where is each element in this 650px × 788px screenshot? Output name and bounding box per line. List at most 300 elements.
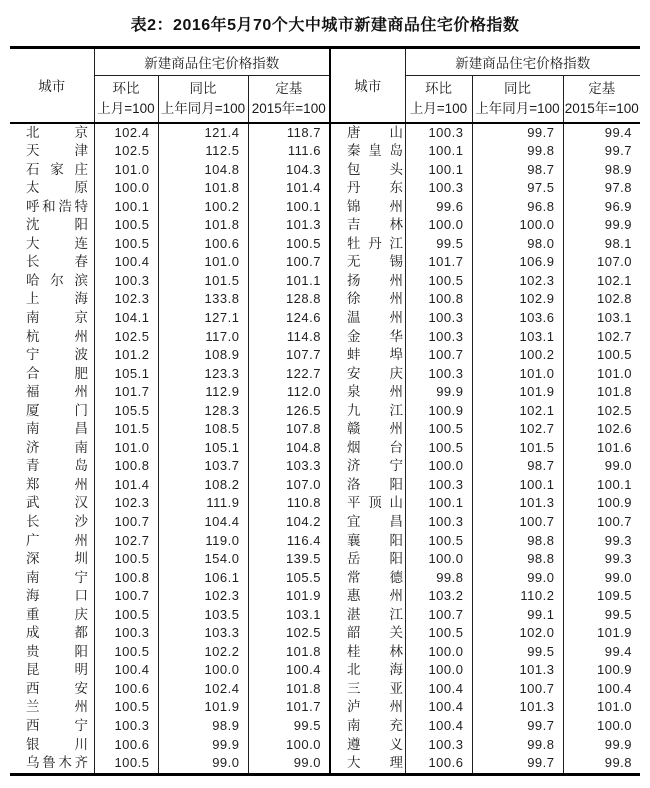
table-row — [10, 736, 640, 755]
fixed-base-value: 96.9 — [563, 198, 640, 217]
fixed-base-value: 97.8 — [563, 179, 640, 198]
mom-value: 100.5 — [405, 439, 472, 458]
header-city-right: 城市 — [330, 48, 405, 123]
city-name: 济南 — [26, 439, 88, 455]
city-name: 哈尔滨 — [26, 272, 88, 288]
fixed-base-value: 139.5 — [248, 550, 330, 569]
fixed-base-value: 100.0 — [563, 717, 640, 736]
fixed-base-value: 124.6 — [248, 309, 330, 328]
city-name: 乌鲁木齐 — [26, 755, 88, 771]
city-cell — [10, 290, 94, 309]
city-name: 石家庄 — [26, 161, 88, 177]
fixed-base-value: 103.1 — [563, 309, 640, 328]
fixed-base-value: 103.3 — [248, 457, 330, 476]
fixed-base-value: 114.8 — [248, 328, 330, 347]
table-row — [10, 680, 640, 699]
mom-value: 100.5 — [94, 606, 158, 625]
fixed-base-value: 101.8 — [248, 680, 330, 699]
yoy-value: 121.4 — [158, 123, 248, 143]
city-name: 烟台 — [347, 439, 403, 455]
yoy-value: 101.3 — [472, 494, 563, 513]
city-cell — [330, 643, 405, 662]
city-name: 平顶山 — [347, 495, 403, 511]
city-name: 北京 — [26, 124, 88, 140]
fixed-base-value: 102.5 — [248, 624, 330, 643]
yoy-value: 123.3 — [158, 365, 248, 384]
mom-value: 100.5 — [405, 272, 472, 291]
city-cell — [10, 476, 94, 495]
table-row — [10, 717, 640, 736]
table-row — [10, 328, 640, 347]
city-name: 深圳 — [26, 551, 88, 567]
mom-value: 100.5 — [94, 216, 158, 235]
city-name: 南京 — [26, 309, 88, 325]
header-row-group — [10, 48, 640, 76]
fixed-base-value: 101.0 — [563, 698, 640, 717]
city-name: 呼和浩特 — [26, 198, 88, 214]
mom-value: 100.0 — [405, 550, 472, 569]
city-cell — [330, 476, 405, 495]
table-row — [10, 402, 640, 421]
city-cell — [330, 253, 405, 272]
fixed-base-value: 99.8 — [563, 754, 640, 774]
mom-value: 100.4 — [94, 253, 158, 272]
fixed-base-value: 100.1 — [248, 198, 330, 217]
fixed-base-value: 99.9 — [563, 216, 640, 235]
header-yoy-label: 同比 — [504, 80, 531, 96]
city-name: 宜昌 — [347, 513, 403, 529]
table-header — [10, 48, 640, 123]
city-name: 九江 — [347, 402, 403, 418]
city-cell — [10, 569, 94, 588]
city-name: 大连 — [26, 235, 88, 251]
city-name: 西宁 — [26, 718, 88, 733]
fixed-base-value: 100.7 — [248, 253, 330, 272]
mom-value: 105.5 — [94, 402, 158, 421]
table-row — [10, 550, 640, 569]
yoy-value: 103.3 — [158, 624, 248, 643]
yoy-value: 100.2 — [158, 198, 248, 217]
fixed-base-value: 101.8 — [248, 643, 330, 662]
header-fixed-left — [248, 76, 330, 123]
city-name: 北海 — [347, 662, 403, 678]
city-cell — [330, 698, 405, 717]
city-cell — [330, 309, 405, 328]
city-name: 昆明 — [26, 662, 88, 678]
mom-value: 100.8 — [405, 290, 472, 309]
city-cell — [330, 661, 405, 680]
mom-value: 99.9 — [405, 383, 472, 402]
yoy-value: 98.8 — [472, 550, 563, 569]
mom-value: 100.3 — [405, 736, 472, 755]
table-row — [10, 235, 640, 254]
fixed-base-value: 100.0 — [248, 736, 330, 755]
mom-value: 100.3 — [94, 717, 158, 736]
table-row — [10, 439, 640, 458]
header-mom-label: 环比 — [425, 80, 452, 96]
city-cell — [330, 216, 405, 235]
table-row — [10, 365, 640, 384]
yoy-value: 128.3 — [158, 402, 248, 421]
city-cell — [10, 661, 94, 680]
yoy-value: 102.2 — [158, 643, 248, 662]
mom-value: 100.0 — [405, 457, 472, 476]
city-cell — [10, 439, 94, 458]
city-name: 济宁 — [347, 458, 403, 474]
city-name: 大理 — [347, 755, 403, 771]
fixed-base-value: 100.1 — [563, 476, 640, 495]
yoy-value: 154.0 — [158, 550, 248, 569]
header-mom-left — [94, 76, 158, 123]
city-name: 襄阳 — [347, 532, 403, 548]
yoy-value: 99.0 — [472, 569, 563, 588]
fixed-base-value: 99.0 — [248, 754, 330, 774]
city-cell — [10, 272, 94, 291]
city-cell — [330, 736, 405, 755]
table-row — [10, 216, 640, 235]
yoy-value: 119.0 — [158, 532, 248, 551]
mom-value: 102.3 — [94, 494, 158, 513]
yoy-value: 101.9 — [472, 383, 563, 402]
city-cell — [330, 550, 405, 569]
city-cell — [330, 439, 405, 458]
fixed-base-value: 126.5 — [248, 402, 330, 421]
mom-value: 100.3 — [405, 328, 472, 347]
mom-value: 100.0 — [405, 643, 472, 662]
table-row — [10, 309, 640, 328]
city-name: 长沙 — [26, 513, 88, 529]
city-cell — [330, 198, 405, 217]
fixed-base-value: 100.4 — [563, 680, 640, 699]
yoy-value: 99.5 — [472, 643, 563, 662]
fixed-base-value: 101.4 — [248, 179, 330, 198]
table-row — [10, 123, 640, 143]
mom-value: 100.5 — [405, 532, 472, 551]
city-cell — [10, 383, 94, 402]
yoy-value: 98.7 — [472, 457, 563, 476]
city-cell — [10, 754, 94, 774]
table-row — [10, 457, 640, 476]
fixed-base-value: 99.5 — [248, 717, 330, 736]
city-name: 安庆 — [347, 365, 403, 381]
yoy-value: 99.9 — [158, 736, 248, 755]
table-row — [10, 253, 640, 272]
yoy-value: 103.7 — [158, 457, 248, 476]
yoy-value: 101.8 — [158, 216, 248, 235]
city-cell — [330, 123, 405, 143]
yoy-value: 100.2 — [472, 346, 563, 365]
city-cell — [330, 365, 405, 384]
mom-value: 100.5 — [94, 235, 158, 254]
city-name: 惠州 — [347, 588, 403, 604]
mom-value: 101.5 — [94, 420, 158, 439]
header-mom-label: 环比 — [112, 80, 140, 96]
city-cell — [330, 587, 405, 606]
city-cell — [10, 365, 94, 384]
yoy-value: 99.1 — [472, 606, 563, 625]
fixed-base-value: 105.5 — [248, 569, 330, 588]
mom-value: 101.7 — [94, 383, 158, 402]
mom-value: 100.3 — [405, 365, 472, 384]
city-name: 温州 — [347, 309, 403, 325]
yoy-value: 101.5 — [472, 439, 563, 458]
yoy-value: 103.1 — [472, 328, 563, 347]
city-cell — [330, 402, 405, 421]
mom-value: 102.7 — [94, 532, 158, 551]
yoy-value: 103.6 — [472, 309, 563, 328]
city-cell — [10, 494, 94, 513]
price-index-table — [10, 46, 640, 776]
mom-value: 100.1 — [94, 198, 158, 217]
table-row — [10, 161, 640, 180]
city-name: 合肥 — [26, 365, 88, 381]
city-cell — [10, 680, 94, 699]
city-cell — [330, 532, 405, 551]
table-row — [10, 624, 640, 643]
city-name: 上海 — [26, 291, 88, 307]
city-cell — [330, 513, 405, 532]
fixed-base-value: 98.1 — [563, 235, 640, 254]
yoy-value: 104.8 — [158, 161, 248, 180]
mom-value: 100.4 — [94, 661, 158, 680]
city-cell — [10, 161, 94, 180]
yoy-value: 112.5 — [158, 142, 248, 161]
city-name: 扬州 — [347, 272, 403, 288]
city-cell — [10, 402, 94, 421]
city-name: 长春 — [26, 254, 88, 270]
mom-value: 100.4 — [405, 680, 472, 699]
mom-value: 100.0 — [94, 179, 158, 198]
fixed-base-value: 101.3 — [248, 216, 330, 235]
city-cell — [10, 216, 94, 235]
yoy-value: 117.0 — [158, 328, 248, 347]
table-row — [10, 513, 640, 532]
city-name: 太原 — [26, 180, 88, 196]
yoy-value: 99.7 — [472, 754, 563, 774]
mom-value: 102.5 — [94, 328, 158, 347]
yoy-value: 103.5 — [158, 606, 248, 625]
yoy-value: 98.0 — [472, 235, 563, 254]
city-name: 唐山 — [347, 124, 403, 140]
table-row — [10, 272, 640, 291]
fixed-base-value: 101.9 — [248, 587, 330, 606]
mom-value: 100.3 — [405, 309, 472, 328]
yoy-value: 102.3 — [158, 587, 248, 606]
header-yoy-right — [472, 76, 563, 123]
city-cell — [10, 253, 94, 272]
city-cell — [330, 328, 405, 347]
yoy-value: 99.0 — [158, 754, 248, 774]
city-name: 金华 — [347, 328, 403, 344]
city-cell — [330, 179, 405, 198]
city-name: 沈阳 — [26, 217, 88, 233]
city-name: 武汉 — [26, 495, 88, 511]
yoy-value: 108.2 — [158, 476, 248, 495]
header-row-sub — [10, 76, 640, 123]
mom-value: 100.0 — [405, 661, 472, 680]
yoy-value: 108.5 — [158, 420, 248, 439]
fixed-base-value: 101.8 — [563, 383, 640, 402]
city-name: 遵义 — [347, 736, 403, 752]
city-name: 包头 — [347, 161, 403, 177]
header-fixed-base: 2015年=100 — [564, 100, 639, 116]
city-cell — [10, 587, 94, 606]
city-cell — [10, 717, 94, 736]
city-cell — [330, 680, 405, 699]
table-row — [10, 198, 640, 217]
table-row — [10, 142, 640, 161]
table-row — [10, 494, 640, 513]
fixed-base-value: 109.5 — [563, 587, 640, 606]
yoy-value: 100.0 — [158, 661, 248, 680]
mom-value: 100.5 — [405, 624, 472, 643]
fixed-base-value: 99.4 — [563, 123, 640, 143]
fixed-base-value: 102.5 — [563, 402, 640, 421]
city-name: 南宁 — [26, 569, 88, 585]
yoy-value: 101.3 — [472, 661, 563, 680]
mom-value: 99.5 — [405, 235, 472, 254]
city-name: 南充 — [347, 718, 403, 733]
city-cell — [10, 643, 94, 662]
mom-value: 101.0 — [94, 439, 158, 458]
city-cell — [330, 142, 405, 161]
header-fixed-right — [563, 76, 640, 123]
mom-value: 100.5 — [94, 643, 158, 662]
city-name: 赣州 — [347, 421, 403, 437]
city-name: 常德 — [347, 569, 403, 585]
mom-value: 100.5 — [94, 550, 158, 569]
city-name: 泉州 — [347, 384, 403, 400]
mom-value: 100.4 — [405, 698, 472, 717]
city-cell — [330, 272, 405, 291]
city-cell — [10, 346, 94, 365]
city-name: 蚌埠 — [347, 347, 403, 363]
yoy-value: 111.9 — [158, 494, 248, 513]
yoy-value: 101.8 — [158, 179, 248, 198]
mom-value: 101.0 — [94, 161, 158, 180]
mom-value: 100.9 — [405, 402, 472, 421]
mom-value: 100.7 — [405, 346, 472, 365]
city-cell — [10, 606, 94, 625]
city-name: 南昌 — [26, 421, 88, 437]
city-cell — [330, 161, 405, 180]
city-name: 丹东 — [347, 180, 403, 196]
city-cell — [10, 457, 94, 476]
mom-value: 99.8 — [405, 569, 472, 588]
table-body — [10, 123, 640, 775]
city-cell — [330, 754, 405, 774]
mom-value: 100.0 — [405, 216, 472, 235]
fixed-base-value: 100.9 — [563, 494, 640, 513]
fixed-base-value: 99.0 — [563, 569, 640, 588]
table-title: 表2：2016年5月70个大中城市新建商品住宅价格指数 — [130, 17, 520, 34]
city-name: 成都 — [26, 625, 88, 641]
fixed-base-value: 107.7 — [248, 346, 330, 365]
city-cell — [330, 624, 405, 643]
yoy-value: 101.3 — [472, 698, 563, 717]
mom-value: 100.3 — [94, 624, 158, 643]
yoy-value: 100.7 — [472, 680, 563, 699]
fixed-base-value: 99.3 — [563, 532, 640, 551]
yoy-value: 102.3 — [472, 272, 563, 291]
yoy-value: 110.2 — [472, 587, 563, 606]
city-name: 宁波 — [26, 347, 88, 363]
fixed-base-value: 102.7 — [563, 328, 640, 347]
mom-value: 103.2 — [405, 587, 472, 606]
fixed-base-value: 101.9 — [563, 624, 640, 643]
mom-value: 100.7 — [94, 513, 158, 532]
yoy-value: 102.7 — [472, 420, 563, 439]
table-row — [10, 290, 640, 309]
city-name: 兰州 — [26, 699, 88, 715]
yoy-value: 101.9 — [158, 698, 248, 717]
table-row — [10, 179, 640, 198]
fixed-base-value: 99.7 — [563, 142, 640, 161]
mom-value: 101.2 — [94, 346, 158, 365]
fixed-base-value: 102.6 — [563, 420, 640, 439]
mom-value: 100.8 — [94, 569, 158, 588]
yoy-value: 100.0 — [472, 216, 563, 235]
mom-value: 100.1 — [405, 161, 472, 180]
yoy-value: 106.1 — [158, 569, 248, 588]
mom-value: 100.4 — [405, 717, 472, 736]
fixed-base-value: 99.9 — [563, 736, 640, 755]
mom-value: 101.7 — [405, 253, 472, 272]
city-name: 银川 — [26, 736, 88, 752]
fixed-base-value: 116.4 — [248, 532, 330, 551]
table-row — [10, 346, 640, 365]
yoy-value: 98.9 — [158, 717, 248, 736]
mom-value: 100.6 — [94, 736, 158, 755]
city-cell — [330, 383, 405, 402]
mom-value: 100.6 — [405, 754, 472, 774]
mom-value: 100.3 — [405, 476, 472, 495]
city-name: 杭州 — [26, 328, 88, 344]
mom-value: 100.5 — [94, 698, 158, 717]
fixed-base-value: 100.4 — [248, 661, 330, 680]
fixed-base-value: 107.0 — [248, 476, 330, 495]
fixed-base-value: 99.5 — [563, 606, 640, 625]
city-name: 锦州 — [347, 198, 403, 214]
city-cell — [10, 550, 94, 569]
city-cell — [330, 494, 405, 513]
yoy-value: 102.0 — [472, 624, 563, 643]
yoy-value: 112.9 — [158, 383, 248, 402]
city-name: 广州 — [26, 532, 88, 548]
yoy-value: 101.0 — [158, 253, 248, 272]
city-cell — [10, 513, 94, 532]
mom-value: 105.1 — [94, 365, 158, 384]
fixed-base-value: 110.8 — [248, 494, 330, 513]
city-name: 韶关 — [347, 625, 403, 641]
mom-value: 100.6 — [94, 680, 158, 699]
table-row — [10, 606, 640, 625]
city-name: 重庆 — [26, 606, 88, 622]
yoy-value: 127.1 — [158, 309, 248, 328]
mom-value: 100.5 — [405, 420, 472, 439]
city-name: 无锡 — [347, 254, 403, 270]
yoy-value: 104.4 — [158, 513, 248, 532]
table-row — [10, 754, 640, 774]
header-fixed-label: 定基 — [275, 80, 303, 96]
city-name: 桂林 — [347, 643, 403, 659]
city-cell — [330, 569, 405, 588]
fixed-base-value: 101.1 — [248, 272, 330, 291]
yoy-value: 133.8 — [158, 290, 248, 309]
yoy-value: 98.7 — [472, 161, 563, 180]
mom-value: 101.4 — [94, 476, 158, 495]
yoy-value: 99.7 — [472, 123, 563, 143]
